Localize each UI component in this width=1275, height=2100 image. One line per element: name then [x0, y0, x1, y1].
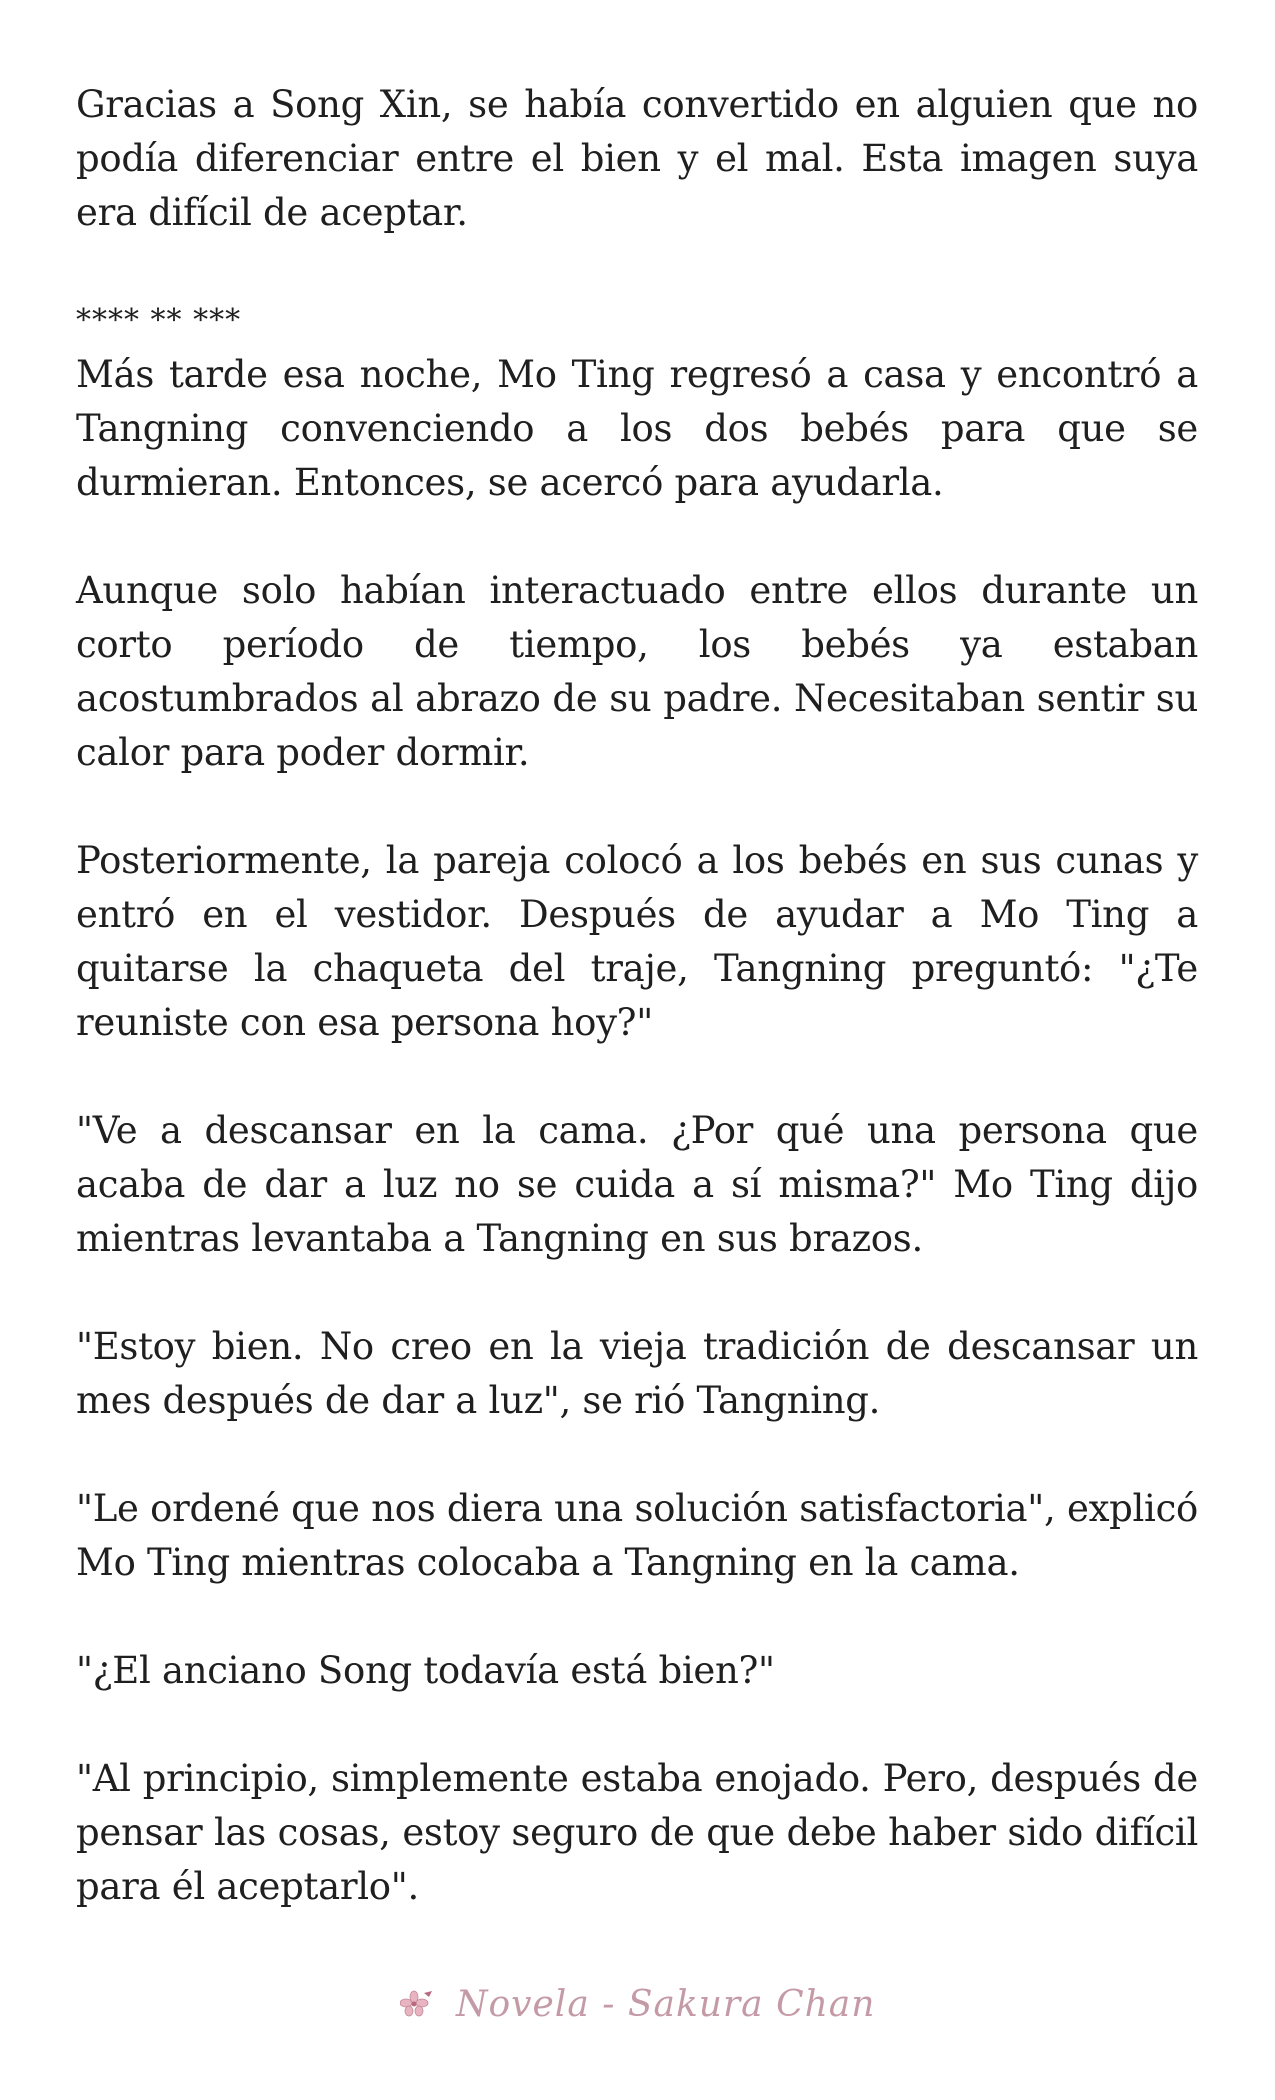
watermark	[0, 1984, 1275, 2028]
paragraph-2: Más tarde esa noche, Mo Ting regresó a casa y encontró a Tangning convenciendo a los dos bebés para que se durmieran. Entonces, se acercó para ayudarla.	[76, 353, 1198, 504]
paragraph-9: "Al principio, simplemente estaba enojado. Pero, después de pensar las cosas, estoy seguro de que debe haber sido difícil para él aceptarlo".	[76, 1757, 1198, 1908]
paragraph-8: "¿El anciano Song todavía está bien?"	[76, 1649, 775, 1692]
paragraph-5: "Ve a descansar en la cama. ¿Por qué una persona que acaba de dar a luz no se cuida a sí misma?" Mo Ting dijo mientras levantaba a Tangning en sus brazos.	[76, 1109, 1198, 1260]
paragraph-6: "Estoy bien. No creo en la vieja tradición de descansar un mes después de dar a luz", se rió Tangning.	[76, 1325, 1198, 1422]
document-body	[76, 78, 1198, 1914]
paragraph-3: Aunque solo habían interactuado entre ellos durante un corto período de tiempo, los bebés ya estaban acostumbrados al abrazo de su padre. Necesitaban sentir su calor para poder dormir.	[76, 569, 1198, 774]
watermark-text: Novela - Sakura Chan	[455, 1984, 876, 2025]
paragraph-7: "Le ordené que nos diera una solución satisfactoria", explicó Mo Ting mientras colocaba a Tangning en la cama.	[76, 1487, 1198, 1584]
paragraph-4: Posteriormente, la pareja colocó a los bebés en sus cunas y entró en el vestidor. Después de ayudar a Mo Ting a quitarse la chaqueta del traje, Tangning preguntó: "¿Te reuniste con esa persona hoy?"	[76, 839, 1198, 1044]
sakura-flower-icon	[400, 1987, 434, 2028]
scene-separator: **** ** ***	[76, 303, 242, 338]
paragraph-1: Gracias a Song Xin, se había convertido en alguien que no podía diferenciar entre el bien y el mal. Esta imagen suya era difícil de aceptar.	[76, 83, 1198, 234]
